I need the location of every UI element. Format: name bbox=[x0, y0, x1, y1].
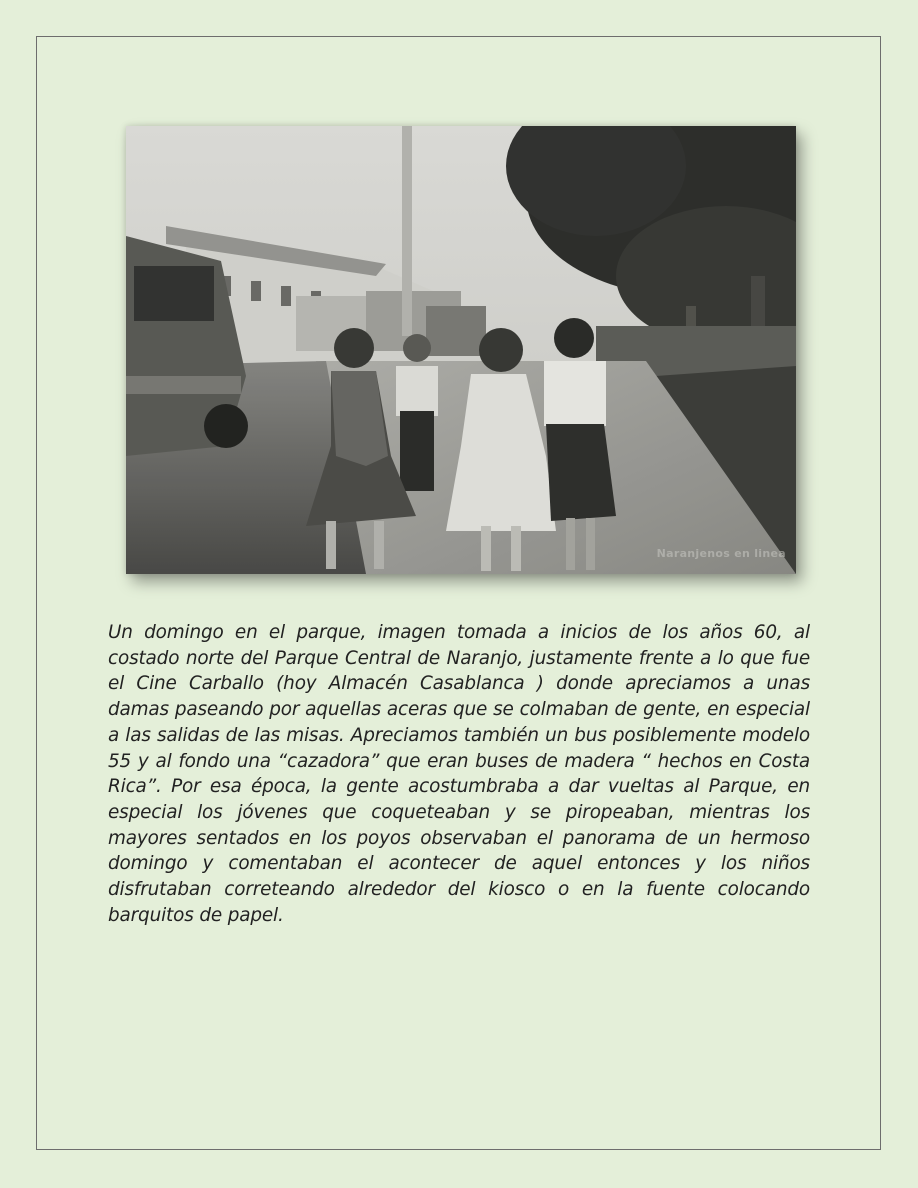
photograph-icon bbox=[126, 126, 796, 574]
photo-caption: Un domingo en el parque, imagen tomada a inicios de los años 60, al costado norte del Parque Central de Naranjo, justamente frente a lo que fue el Cine Carballo (hoy Almacén Casablanca ) donde apreciamos a unas damas paseando por aquellas aceras que se colmaban de gente, en especial a las salidas de las misas. Apreciamos también un bus posiblemente modelo 55 y al fondo una “cazadora” que eran buses de madera “ hechos en Costa Rica”. Por esa época, la gente acostumbraba a dar vueltas al Parque, en especial los jóvenes que coqueteaban y se piropeaban, mientras los mayores sentados en los poyos observaban el panorama de un hermoso domingo y comentaban el acontecer de aquel entonces y los niños disfrutaban correteando alrededor del kiosco o en la fuente colocando barquitos de papel. bbox=[108, 622, 810, 926]
photo-watermark: Naranjenos en linea bbox=[656, 547, 786, 560]
street-photograph bbox=[126, 126, 796, 574]
